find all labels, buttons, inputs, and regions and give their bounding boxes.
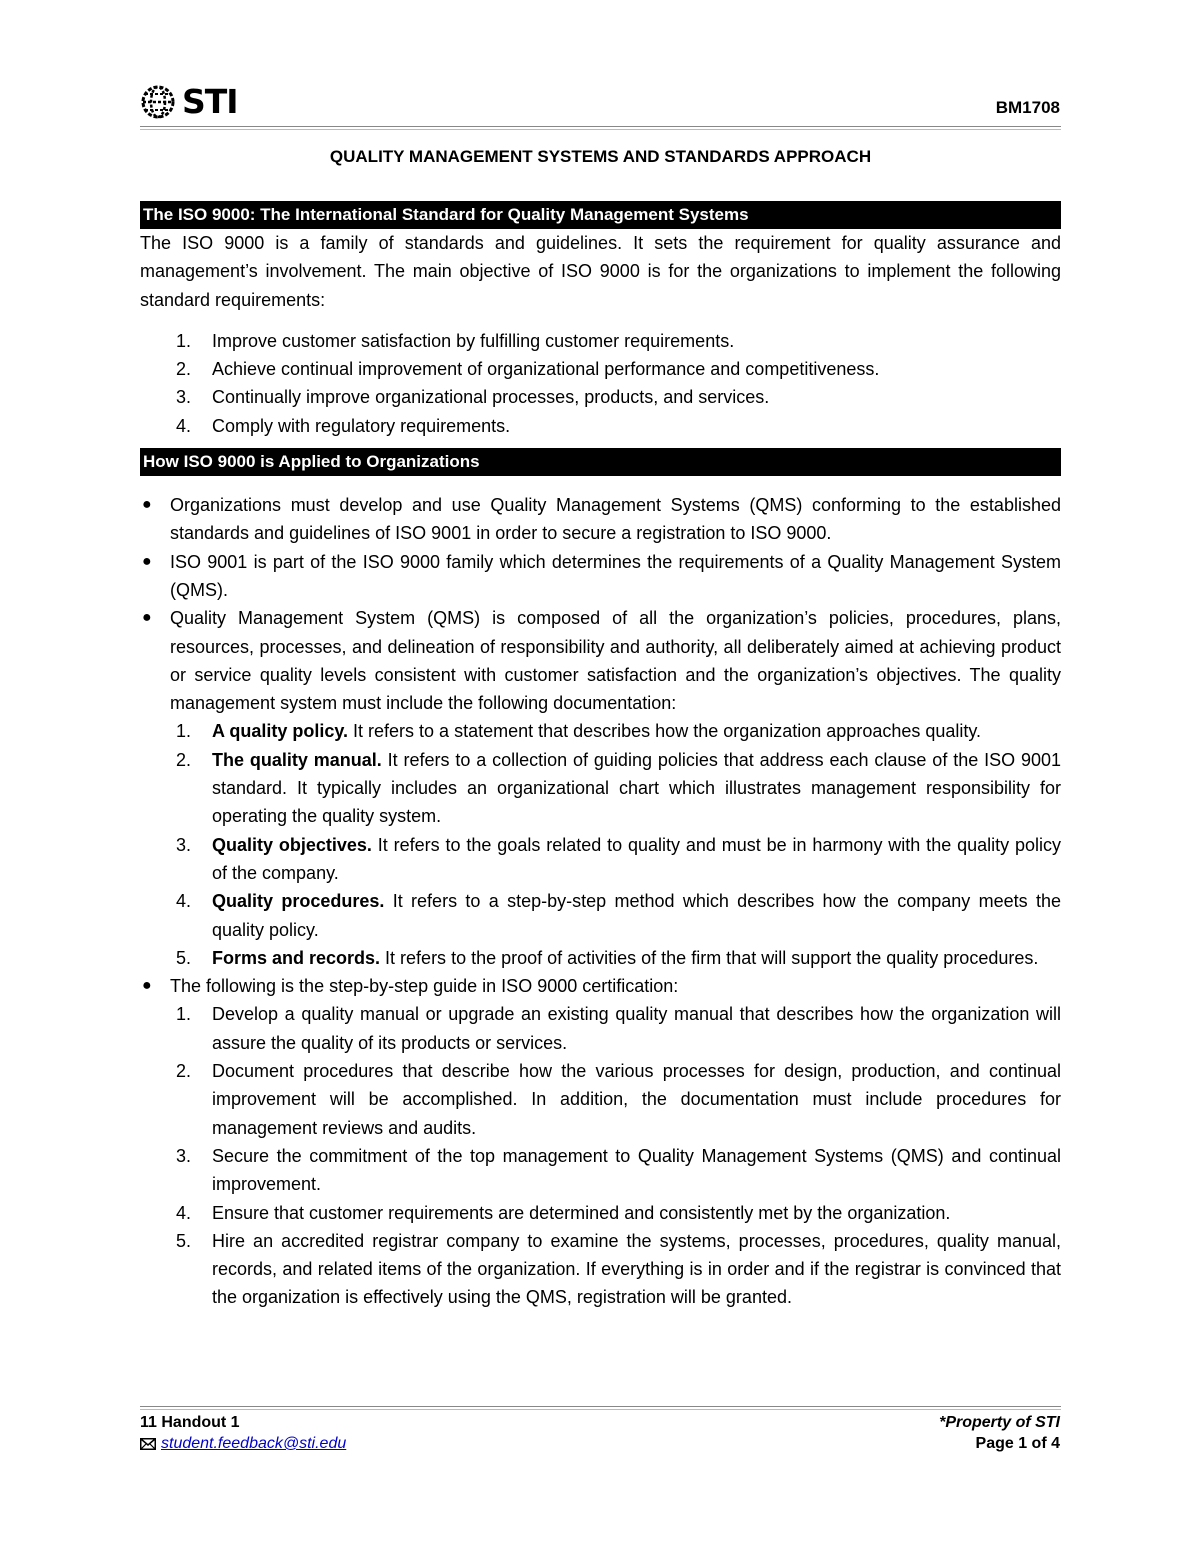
bullet-icon: ● xyxy=(142,977,152,995)
bullet-item: ● Organizations must develop and use Quality Management Systems (QMS) conforming to the established standards and guidelines of ISO 9001 in order to secure a registration to ISO 9000. xyxy=(140,491,1061,548)
document-code: BM1708 xyxy=(995,98,1060,117)
envelope-icon xyxy=(140,1438,156,1450)
bullet-icon: ● xyxy=(142,552,152,570)
globe-icon xyxy=(140,84,180,120)
section-intro: The ISO 9000 is a family of standards and guidelines. It sets the requirement for quality assurance and management’s involvement. The main objective of ISO 9000 is for the organizations to implement the following standard requirements: xyxy=(140,233,1061,310)
list-item: 4. Comply with regulatory requirements. xyxy=(176,415,511,436)
bullet-item: ● Quality Management System (QMS) is composed of all the organization’s policies, procedures, plans, resources, processes, and delineation of responsibility and authority, all deliberately aimed at achieving product or service quality levels consistent with customer satisfaction and the organization’s objectives. The quality management system must include the following documentation: 1. A quality policy. It refers to a statement that describes how the organization approaches quality. 2. The quality manual. It refers to a collection of guiding policies that address each clause of the ISO 9001 standard. It typically includes an organizational chart which illustrates management responsibility for operating the quality system. 3. Quality objectives. It refers to the goals related to quality and must be in harmony with the quality policy of the company. 4. Quality procedures. It refers to a step-by-step method which describes how the company meets the quality policy. 5. Forms and records. It refers to the proof of activities of the firm that will support the quality procedures. xyxy=(140,604,1061,972)
list-item: 2. The quality manual. It refers to a collection of guiding policies that address each clause of the ISO 9001 standard. It typically includes an organizational chart which illustrates management responsibility for operating the quality system. xyxy=(176,749,1061,827)
feedback-email-link[interactable]: student.feedback@sti.edu xyxy=(161,1435,347,1452)
handout-label: 11 Handout 1 xyxy=(140,1414,240,1431)
sti-logo xyxy=(140,84,238,120)
certification-steps-list xyxy=(170,1000,1061,1311)
document-content xyxy=(140,140,1061,1312)
list-item: 1. Develop a quality manual or upgrade an existing quality manual that describes how the organization will assure the quality of its products or services. xyxy=(176,1004,1061,1053)
section-heading-iso9000: The ISO 9000: The International Standard for Quality Management Systems xyxy=(140,201,1061,229)
documentation-list xyxy=(170,717,1061,972)
list-item: 2. Document procedures that describe how the various processes for design, production, and continual improvement will be accomplished. In addition, the documentation must include procedures for management reviews and audits. xyxy=(176,1061,1061,1138)
footer-right xyxy=(939,1412,1060,1454)
bullet-icon: ● xyxy=(142,496,152,514)
footer-left xyxy=(140,1412,346,1454)
bullet-icon: ● xyxy=(142,609,152,627)
list-item: 5. Hire an accredited registrar company to examine the systems, processes, procedures, quality manual, records, and related items of the organization. If everything is in order and if the registrar is convinced that the organization is effectively using the QMS, registration will be granted. xyxy=(176,1230,1061,1308)
property-label: *Property of STI xyxy=(939,1414,1060,1431)
page-title: QUALITY MANAGEMENT SYSTEMS AND STANDARDS APPROACH xyxy=(329,147,872,166)
requirements-list xyxy=(140,327,1061,440)
list-item: 1. Improve customer satisfaction by fulfilling customer requirements. xyxy=(176,330,735,351)
list-item: 3. Continually improve organizational processes, products, and services. xyxy=(176,387,770,408)
logo-text: STI xyxy=(182,82,238,121)
header-divider xyxy=(140,126,1061,130)
application-bullets xyxy=(140,491,1061,1312)
list-item: 4. Ensure that customer requirements are determined and consistently met by the organization. xyxy=(176,1202,951,1223)
footer-divider xyxy=(140,1406,1061,1410)
list-item: 3. Quality objectives. It refers to the goals related to quality and must be in harmony with the quality policy of the company. xyxy=(176,834,1061,883)
page-number: Page 1 of 4 xyxy=(975,1435,1060,1452)
list-item: 2. Achieve continual improvement of organizational performance and competitiveness. xyxy=(176,359,880,380)
bullet-item: ● The following is the step-by-step guide in ISO 9000 certification: 1. Develop a quality manual or upgrade an existing quality manual that describes how the organization will assure the quality of its products or services. 2. Document procedures that describe how the various processes for design, production, and continual improvement will be accomplished. In addition, the documentation must include procedures for management reviews and audits. 3. Secure the commitment of the top management to Quality Management Systems (QMS) and continual improvement. 4. Ensure that customer requirements are determined and consistently met by the organization. 5. Hire an accredited registrar company to examine the systems, processes, procedures, quality manual, records, and related items of the organization. If everything is in order and if the registrar is convinced that the organization is effectively using the QMS, registration will be granted. xyxy=(140,972,1061,1312)
list-item: 1. A quality policy. It refers to a statement that describes how the organization approaches quality. xyxy=(176,721,982,742)
list-item: 4. Quality procedures. It refers to a step-by-step method which describes how the company meets the quality policy. xyxy=(176,891,1061,940)
list-item: 3. Secure the commitment of the top management to Quality Management Systems (QMS) and continual improvement. xyxy=(176,1145,1061,1195)
section-heading-application: How ISO 9000 is Applied to Organizations xyxy=(140,448,1061,476)
list-item: 5. Forms and records. It refers to the proof of activities of the firm that will support the quality procedures. xyxy=(176,947,1039,968)
bullet-item: ● ISO 9001 is part of the ISO 9000 family which determines the requirements of a Quality Management System (QMS). xyxy=(140,548,1061,605)
